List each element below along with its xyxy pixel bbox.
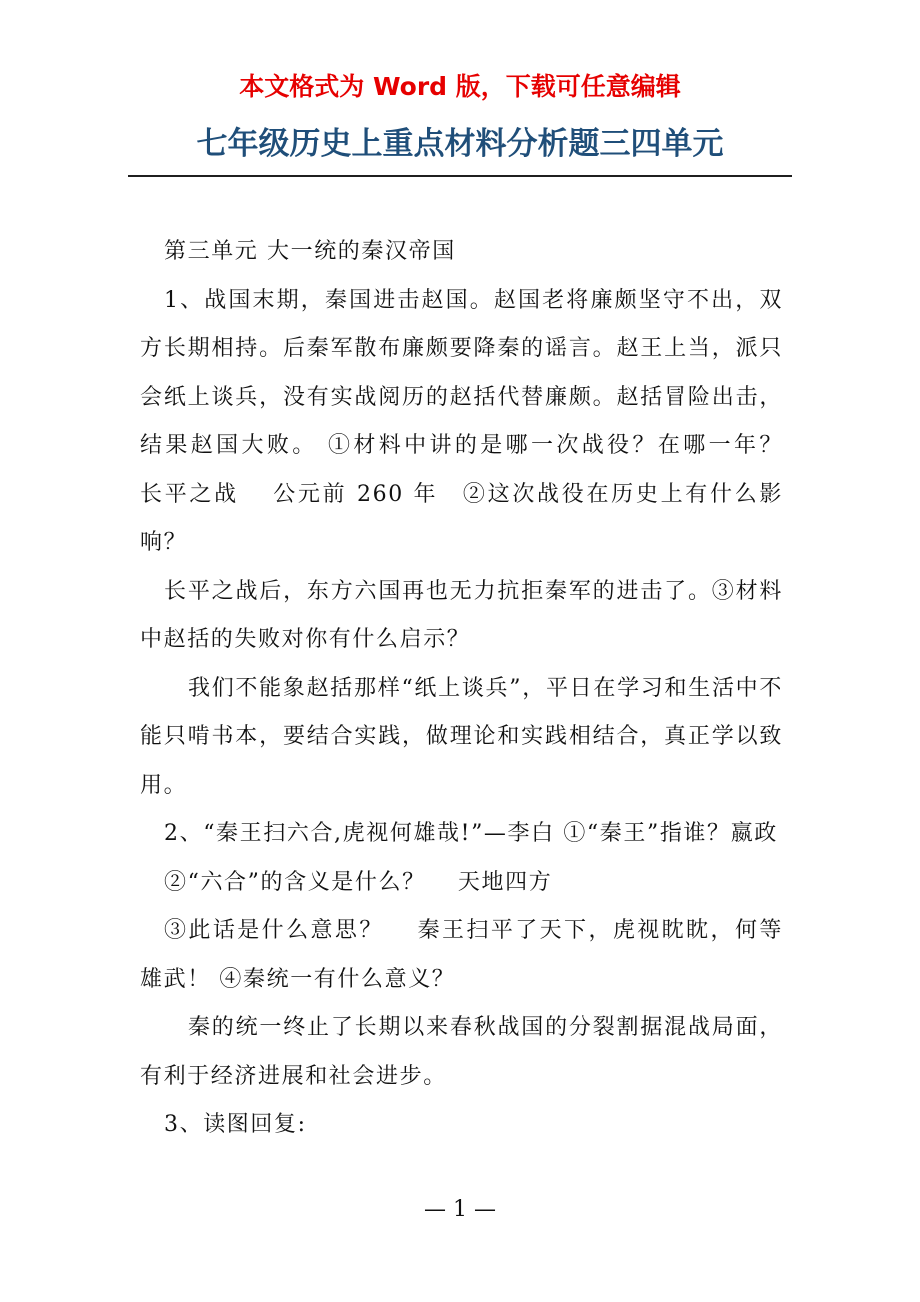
question-1-answer: 长平之战后，东方六国再也无力抗拒秦军的进击了。③材料中赵括的失败对你有什么启示？ <box>140 578 783 652</box>
question-2-part-2: ②“六合”的含义是什么？ 天地四方 <box>164 869 553 895</box>
question-2-answer: 秦的统一终止了长期以来春秋战国的分裂割据混战局面，有利于经济进展和社会进步。 <box>140 1015 783 1089</box>
page-number: — 1 — <box>424 1197 496 1222</box>
question-3-heading: 3、读图回复: <box>164 1112 307 1137</box>
question-2-material: 2、“秦王扫六合,虎视何雄哉!”—李白 ①“秦王”指谁？嬴政 <box>164 821 778 846</box>
document-body <box>140 228 807 1150</box>
question-1-material: 1、战国末期，秦国进击赵国。赵国老将廉颇坚守不出，双方长期相持。后秦军散布廉颇要降秦的谣言。赵王上当，派只会纸上谈兵，没有实战阅历的赵括代替廉颇。赵括冒险出击，结果赵国大败。 ①材料中讲的是哪一次战役？在哪一年？ 长平之战 公元前 260 年 ②这次战役在历史上有什么影响？ <box>140 287 807 555</box>
download-notice-banner: 本文格式为 Word 版，下载可任意编辑 <box>239 72 681 101</box>
question-1-reflection: 我们不能象赵括那样“纸上谈兵”，平日在学习和生活中不能只啃书本，要结合实践，做理论和实践相结合，真正学以致用。 <box>140 675 783 798</box>
document-title: 七年级历史上重点材料分析题三四单元 <box>196 126 724 162</box>
question-2-part-3: ③此话是什么意思？ 秦王扫平了天下，虎视眈眈，何等雄武！ ④秦统一有什么意义？ <box>140 918 783 992</box>
title-divider <box>128 175 792 177</box>
unit-heading: 第三单元 大一统的秦汉帝国 <box>164 239 456 264</box>
